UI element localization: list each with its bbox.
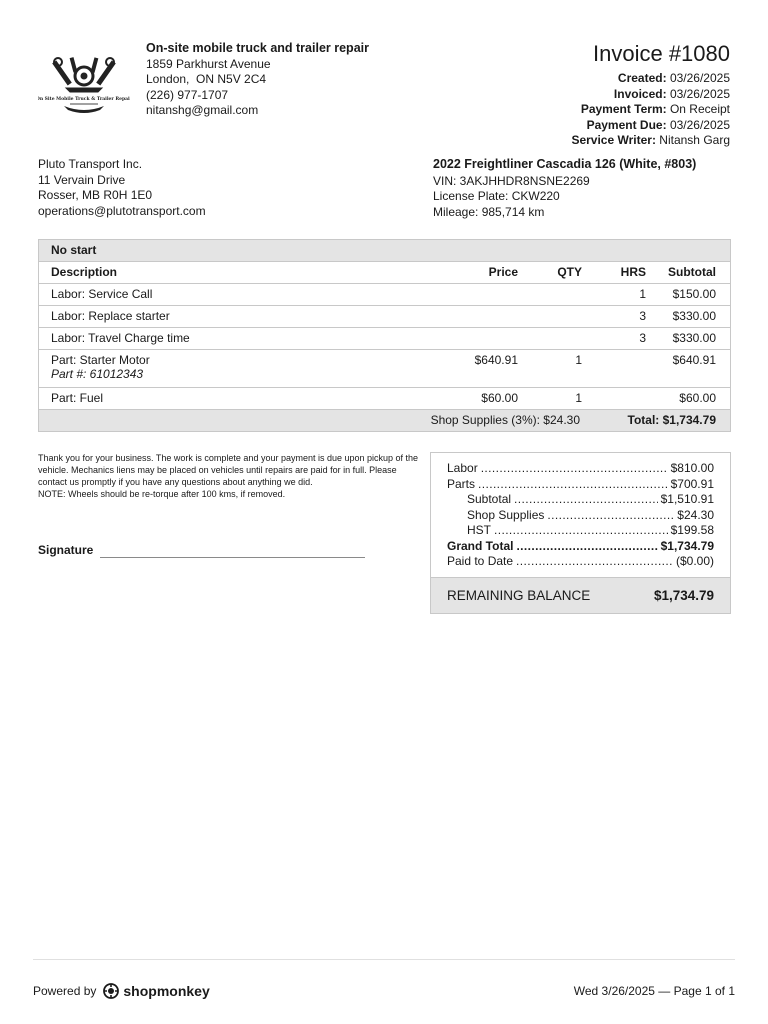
- table-row: [39, 387, 730, 409]
- summary-subtotal-row: [467, 492, 714, 508]
- repair-tools-logo-icon: [38, 54, 130, 120]
- customer-info: [38, 157, 206, 219]
- header-hrs: HRS: [620, 265, 646, 279]
- item-hrs: 3: [639, 309, 646, 323]
- footer-divider: [33, 959, 735, 960]
- created-row: [571, 71, 730, 87]
- item-subtotal: $330.00: [672, 309, 716, 323]
- line-items-table: [38, 239, 731, 432]
- job-total: Total: $1,734.79: [627, 413, 716, 427]
- payment-due-row: [571, 118, 730, 134]
- page-info: Wed 3/26/2025 — Page 1 of 1: [573, 984, 735, 998]
- shop-supplies-total: Shop Supplies (3%): $24.30: [430, 413, 580, 427]
- company-address-line1: 1859 Parkhurst Avenue: [146, 56, 271, 71]
- summary-labor-value: $810.00: [670, 461, 714, 475]
- item-subtotal: $330.00: [672, 331, 716, 345]
- payment-due-value: 03/26/2025: [669, 117, 730, 132]
- created-label: Created:: [617, 71, 667, 85]
- item-part-number: Part #: 61012343: [51, 367, 144, 381]
- powered-by-label: Powered by: [33, 984, 97, 998]
- table-row: [39, 283, 730, 305]
- summary-supplies-value: $24.30: [677, 507, 714, 522]
- summary-parts-label: Parts: [447, 476, 476, 491]
- invoice-notes: [38, 452, 424, 500]
- summary-grand-total-label: Grand Total: [447, 538, 514, 553]
- payment-term-row: [571, 102, 730, 118]
- svg-text:On Site Mobile Truck & Trailer: On Site Mobile Truck & Trailer Repair: [38, 97, 130, 102]
- summary-subtotal-value: $1,510.91: [660, 492, 714, 506]
- job-title: No start: [39, 240, 730, 261]
- company-email: nitanshg@gmail.com: [146, 103, 259, 117]
- item-subtotal: $60.00: [679, 391, 716, 405]
- item-qty: 1: [575, 391, 582, 405]
- payment-term-value: On Receipt: [669, 102, 730, 116]
- payment-summary: [430, 452, 731, 614]
- header-price: Price: [488, 265, 518, 279]
- summary-paid-value: ($0.00): [675, 554, 714, 568]
- summary-supplies-label: Shop Supplies: [467, 507, 545, 522]
- item-price: $60.00: [481, 391, 518, 405]
- summary-hst-row: [467, 523, 714, 539]
- company-logo: [38, 54, 130, 120]
- powered-by: [33, 983, 210, 999]
- service-writer-label: Service Writer:: [571, 133, 656, 147]
- customer-address-line1: 11 Vervain Drive: [38, 172, 126, 187]
- item-hrs: 3: [639, 331, 646, 345]
- summary-subtotal-label: Subtotal: [467, 492, 512, 506]
- shopmonkey-logo-icon: [103, 983, 119, 999]
- summary-grand-total-value: $1,734.79: [660, 538, 714, 553]
- summary-supplies-row: [467, 508, 714, 524]
- invoiced-value: 03/26/2025: [669, 86, 730, 101]
- summary-paid-label: Paid to Date: [447, 554, 514, 568]
- summary-labor-row: [447, 461, 714, 477]
- summary-parts-value: $700.91: [670, 476, 714, 491]
- service-writer-row: [571, 133, 730, 149]
- vehicle-vin: VIN: 3AKJHHDR8NSNE2269: [433, 173, 590, 188]
- item-description: Part: Fuel: [51, 391, 104, 405]
- remaining-balance-value: $1,734.79: [653, 588, 714, 603]
- remaining-balance-bar: [431, 577, 730, 613]
- summary-grand-total-row: [447, 539, 714, 555]
- created-value: 03/26/2025: [669, 71, 730, 85]
- item-qty: 1: [575, 353, 582, 367]
- table-row: [39, 349, 730, 387]
- company-name: On-site mobile truck and trailer repair: [146, 41, 369, 55]
- invoiced-row: [571, 87, 730, 103]
- invoice-meta: [571, 41, 730, 149]
- summary-parts-row: [447, 477, 714, 493]
- table-row: [39, 327, 730, 349]
- item-subtotal: $150.00: [672, 287, 716, 301]
- vehicle-info: [433, 157, 696, 220]
- vehicle-plate: License Plate: CKW220: [433, 189, 560, 203]
- summary-hst-label: HST: [467, 523, 491, 537]
- notes-wheel-torque: NOTE: Wheels should be re-torque after 100 kms, if removed.: [38, 489, 286, 499]
- vehicle-mileage: Mileage: 985,714 km: [433, 204, 545, 219]
- table-header-row: [39, 261, 730, 283]
- shopmonkey-brand: shopmonkey: [123, 983, 210, 999]
- invoice-title: Invoice #1080: [593, 41, 730, 66]
- item-description: Part: Starter Motor: [51, 353, 150, 367]
- item-description: Labor: Replace starter: [51, 309, 170, 323]
- remaining-balance-label: REMAINING BALANCE: [447, 588, 591, 603]
- item-description: Labor: Travel Charge time: [51, 331, 190, 345]
- invoiced-label: Invoiced:: [613, 86, 667, 101]
- company-info: [146, 41, 369, 119]
- payment-term-label: Payment Term:: [580, 102, 667, 116]
- table-totals-row: [39, 409, 730, 431]
- header-description: Description: [51, 265, 118, 279]
- signature-line: [100, 557, 365, 558]
- header-subtotal: Subtotal: [668, 265, 716, 279]
- customer-email: operations@plutotransport.com: [38, 203, 206, 218]
- vehicle-title: 2022 Freightliner Cascadia 126 (White, #803): [433, 157, 697, 171]
- item-hrs: 1: [639, 287, 646, 301]
- summary-hst-value: $199.58: [670, 523, 714, 537]
- company-phone: (226) 977-1707: [146, 87, 229, 102]
- item-price: $640.91: [474, 353, 518, 367]
- signature-label: Signature: [38, 543, 94, 557]
- header-qty: QTY: [557, 265, 582, 279]
- item-subtotal: $640.91: [672, 353, 716, 367]
- summary-paid-row: [447, 554, 714, 570]
- summary-labor-label: Labor: [447, 461, 478, 475]
- customer-address-line2: Rosser, MB R0H 1E0: [38, 188, 153, 202]
- item-description: Labor: Service Call: [51, 287, 153, 301]
- customer-name: Pluto Transport Inc.: [38, 157, 143, 171]
- notes-text: Thank you for your business. The work is complete and your payment is due upon pickup of the vehicle. Mechanics liens may be placed on vehicles until repairs are paid for in full. Please contact us promptly if you have any questions about anything we did.: [38, 453, 419, 487]
- service-writer-value: Nitansh Garg: [659, 133, 730, 147]
- company-address-line2: London, ON N5V 2C4: [146, 72, 267, 86]
- table-row: [39, 305, 730, 327]
- payment-due-label: Payment Due:: [586, 117, 667, 132]
